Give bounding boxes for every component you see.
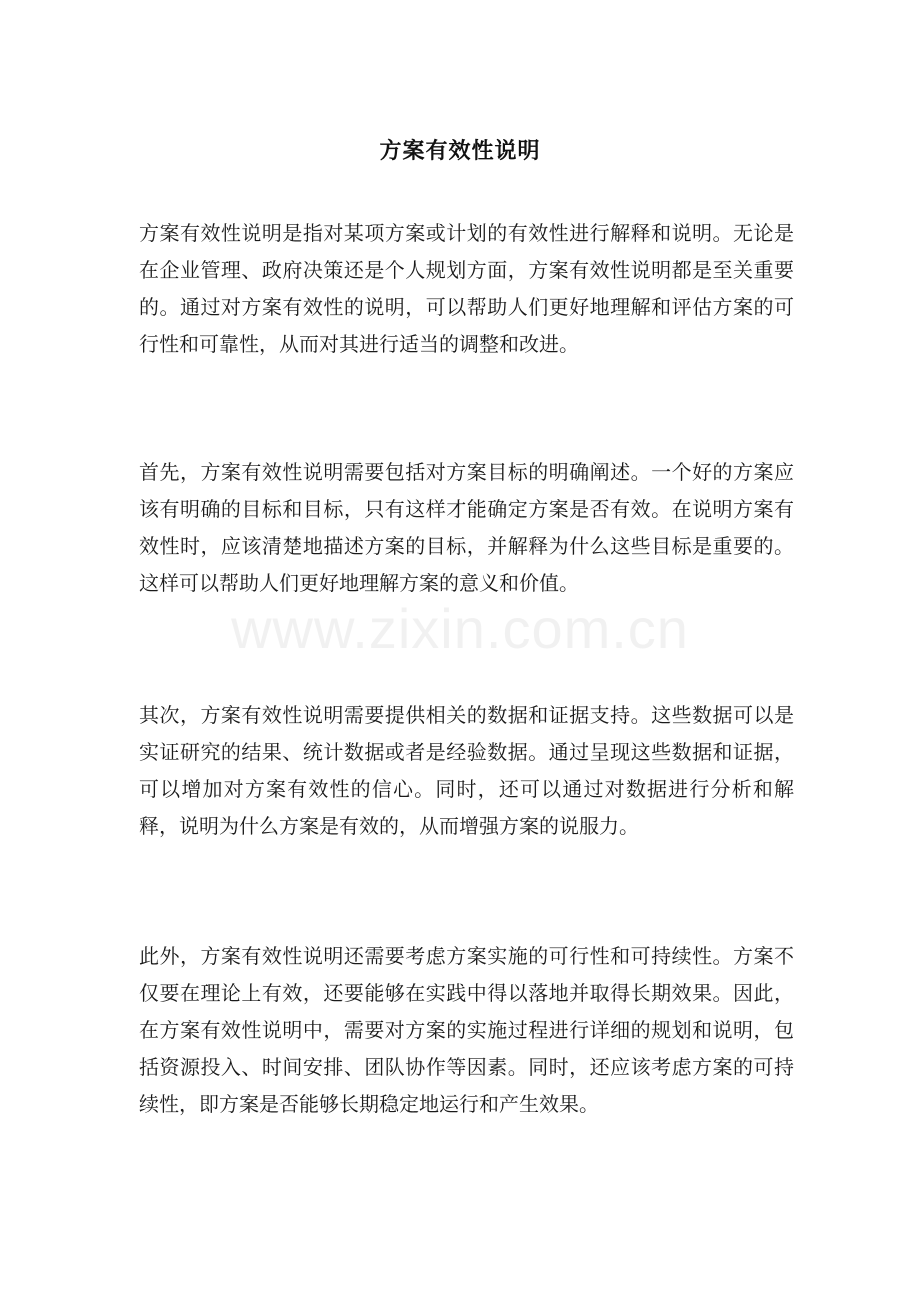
paragraph-evidence: 其次，方案有效性说明需要提供相关的数据和证据支持。这些数据可以是实证研究的结果、统计数据或者是经验数据。通过呈现这些数据和证据，可以增加对方案有效性的信心。同时，还可以通过对数据进行分析和解释，说明为什么方案是有效的，从而增强方案的说服力。 <box>139 703 794 838</box>
watermark-text: www.zixin.com.cn <box>231 597 689 660</box>
document-title: 方案有效性说明 <box>379 137 541 164</box>
paragraph-feasibility: 此外，方案有效性说明还需要考虑方案实施的可行性和可持续性。方案不仅要在理论上有效，还要能够在实践中得以落地并取得长期效果。因此，在方案有效性说明中，需要对方案的实施过程进行详细的规划和说明，包括资源投入、时间安排、团队协作等因素。同时，还应该考虑方案的可持续性，即方案是否能够长期稳定地运行和产生效果。 <box>139 944 794 1116</box>
paragraph-intro: 方案有效性说明是指对某项方案或计划的有效性进行解释和说明。无论是在企业管理、政府决策还是个人规划方面，方案有效性说明都是至关重要的。通过对方案有效性的说明，可以帮助人们更好地理解和评估方案的可行性和可靠性，从而对其进行适当的调整和改进。 <box>139 221 794 356</box>
paragraph-goals: 首先，方案有效性说明需要包括对方案目标的明确阐述。一个好的方案应该有明确的目标和目标，只有这样才能确定方案是否有效。在说明方案有效性时，应该清楚地描述方案的目标，并解释为什么这些目标是重要的。这样可以帮助人们更好地理解方案的意义和价值。 <box>139 460 794 595</box>
